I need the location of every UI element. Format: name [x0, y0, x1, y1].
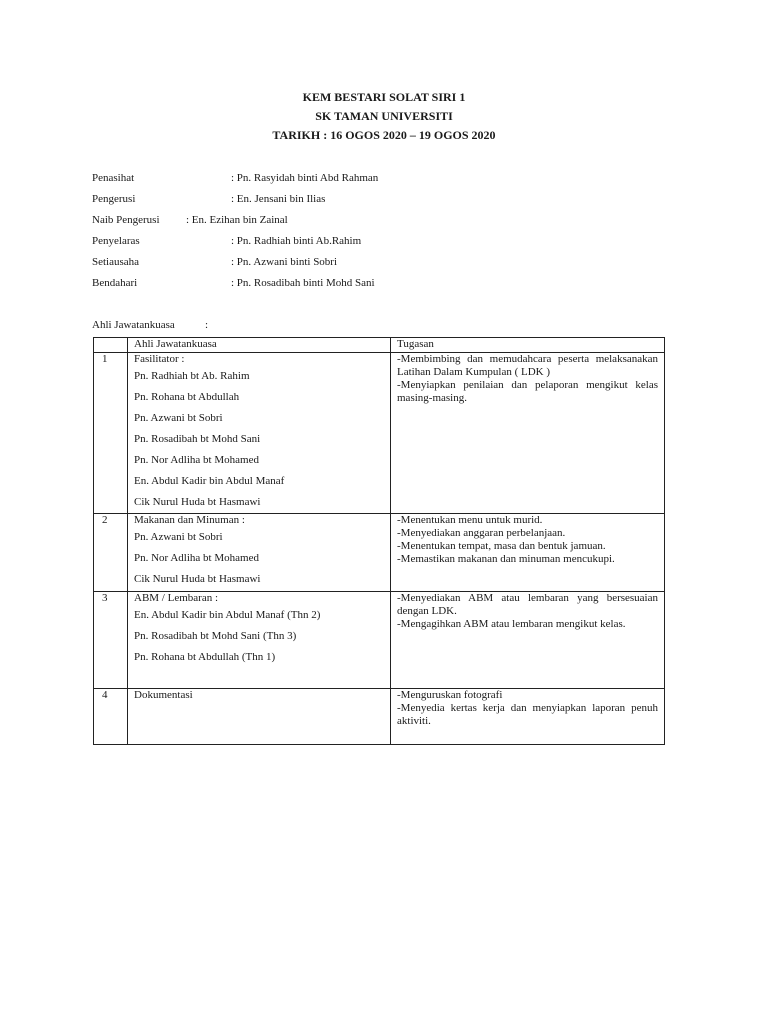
row-number: 4 [94, 689, 128, 745]
committee-table [93, 337, 665, 745]
member-name: En. Abdul Kadir bin Abdul Manaf (Thn 2) [134, 609, 321, 621]
row-number: 2 [94, 514, 128, 592]
task-item: -Menyiapkan penilaian dan pelaporan mengikut kelas masing-masing. [397, 379, 658, 404]
members-cell [128, 689, 391, 745]
header-cell-no [94, 338, 128, 353]
tasks-cell [391, 689, 665, 745]
title-line-2: SK TAMAN UNIVERSITI [315, 109, 453, 123]
committee-heading [92, 319, 209, 331]
header-cell-committee: Ahli Jawatankuasa [128, 338, 391, 353]
member-name: Cik Nurul Huda bt Hasmawi [134, 573, 261, 585]
member-name: Pn. Nor Adliha bt Mohamed [134, 552, 259, 564]
officer-role: Bendahari [92, 277, 138, 289]
committee-label: Ahli Jawatankuasa [92, 319, 175, 331]
task-item: -Menentukan menu untuk murid. [397, 514, 543, 526]
officer-name: : Pn. Radhiah binti Ab.Rahim [231, 235, 362, 247]
unit-name: Fasilitator : [134, 353, 185, 365]
officer-role: Pengerusi [92, 193, 136, 205]
table-row [94, 514, 665, 592]
officer-role: Penyelaras [92, 235, 140, 247]
committee-colon: : [205, 319, 209, 331]
header-cell-tasks: Tugasan [391, 338, 665, 353]
member-name: Pn. Rosadibah bt Mohd Sani (Thn 3) [134, 630, 297, 642]
tasks-cell [391, 353, 665, 514]
row-number: 3 [94, 592, 128, 689]
officer-role: Naib Pengerusi [92, 214, 160, 226]
title-line-3: TARIKH : 16 OGOS 2020 – 19 OGOS 2020 [272, 128, 496, 142]
title-line-1: KEM BESTARI SOLAT SIRI 1 [302, 90, 466, 104]
officer-name: : Pn. Rasyidah binti Abd Rahman [231, 172, 379, 184]
task-item: -Menyediakan ABM atau lembaran yang bersesuaian dengan LDK. [397, 592, 658, 617]
member-name: Cik Nurul Huda bt Hasmawi [134, 496, 261, 508]
table-row [94, 689, 665, 745]
member-name: Pn. Radhiah bt Ab. Rahim [134, 370, 250, 382]
document-header [0, 88, 768, 145]
row-number: 1 [94, 353, 128, 514]
officer-role: Penasihat [92, 172, 135, 184]
task-item: -Memastikan makanan dan minuman mencukupi. [397, 553, 615, 565]
members-cell [128, 514, 391, 592]
task-item: -Mengagihkan ABM atau lembaran mengikut kelas. [397, 618, 626, 630]
task-item: -Menyedia kertas kerja dan menyiapkan laporan penuh aktiviti. [397, 702, 658, 727]
member-name: Pn. Rohana bt Abdullah [134, 391, 240, 403]
task-item: -Menentukan tempat, masa dan bentuk jamuan. [397, 540, 606, 552]
table-row [94, 353, 665, 514]
task-item: -Menyediakan anggaran perbelanjaan. [397, 527, 566, 539]
member-name: En. Abdul Kadir bin Abdul Manaf [134, 475, 285, 487]
officer-name: : Pn. Azwani binti Sobri [231, 256, 338, 268]
member-name: Pn. Azwani bt Sobri [134, 412, 223, 424]
unit-name: Makanan dan Minuman : [134, 514, 245, 526]
member-name: Pn. Rohana bt Abdullah (Thn 1) [134, 651, 276, 663]
officer-name: : En. Jensani bin Ilias [231, 193, 326, 205]
table-header-row [94, 338, 665, 353]
unit-name: Dokumentasi [134, 689, 193, 701]
members-cell [128, 592, 391, 689]
task-item: -Membimbing dan memudahcara peserta melaksanakan Latihan Dalam Kumpulan ( LDK ) [397, 353, 658, 378]
task-item: -Menguruskan fotografi [397, 689, 503, 701]
officer-name: : Pn. Rosadibah binti Mohd Sani [231, 277, 375, 289]
member-name: Pn. Rosadibah bt Mohd Sani [134, 433, 261, 445]
officer-role: Setiausaha [92, 256, 140, 268]
officer-name: : En. Ezihan bin Zainal [186, 214, 288, 226]
tasks-cell [391, 514, 665, 592]
unit-name: ABM / Lembaran : [134, 592, 219, 604]
member-name: Pn. Nor Adliha bt Mohamed [134, 454, 259, 466]
table-row [94, 592, 665, 689]
member-name: Pn. Azwani bt Sobri [134, 531, 223, 543]
tasks-cell [391, 592, 665, 689]
members-cell [128, 353, 391, 514]
